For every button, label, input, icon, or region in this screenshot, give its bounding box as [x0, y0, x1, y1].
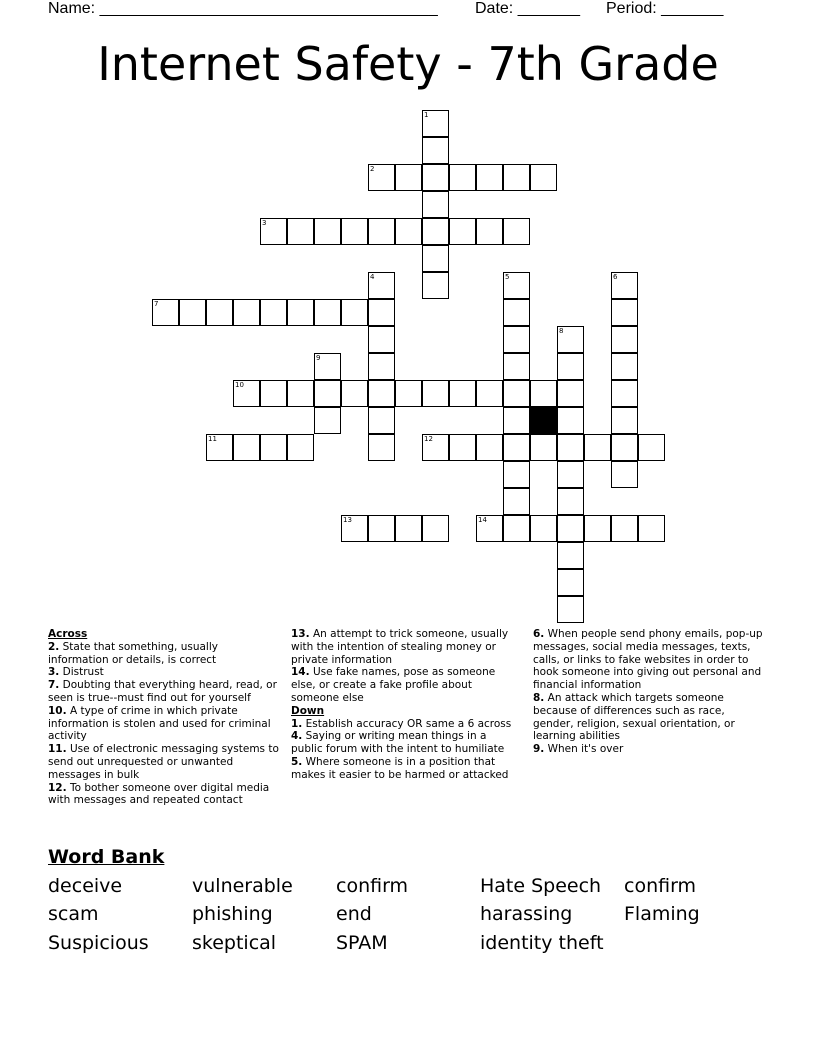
crossword-cell[interactable] [638, 434, 665, 461]
word-bank-item: end [336, 903, 372, 925]
crossword-cell[interactable] [422, 380, 449, 407]
crossword-cell[interactable] [260, 299, 287, 326]
word-bank-item: scam [48, 903, 99, 925]
word-bank-item: vulnerable [192, 875, 293, 897]
crossword-cell[interactable] [368, 218, 395, 245]
word-bank-item: phishing [192, 903, 273, 925]
crossword-cell[interactable] [260, 218, 287, 245]
clue-across-10: 10. A type of crime in which private information is stolen and used for criminal activity [48, 704, 271, 743]
crossword-cell[interactable] [314, 380, 341, 407]
crossword-cell[interactable] [557, 515, 584, 542]
crossword-cell[interactable] [422, 110, 449, 137]
crossword-cell[interactable] [557, 488, 584, 515]
crossword-cell[interactable] [611, 461, 638, 488]
crossword-cell[interactable] [368, 380, 395, 407]
crossword-cell[interactable] [314, 407, 341, 434]
crossword-cell[interactable] [476, 515, 503, 542]
crossword-cell[interactable] [557, 569, 584, 596]
period-field[interactable]: Period: _______ [606, 0, 724, 17]
crossword-cell[interactable] [503, 326, 530, 353]
clue-across-7: 7. Doubting that everything heard, read, or seen is true--must find out for yourself [48, 679, 277, 704]
crossword-cell[interactable] [476, 164, 503, 191]
crossword-cell[interactable] [287, 434, 314, 461]
crossword-cell[interactable] [530, 515, 557, 542]
clue-down-8: 8. An attack which targets someone because of differences such as race, gender, religion, sexual orientation, or learning abilities [533, 691, 735, 743]
crossword-cell[interactable] [503, 488, 530, 515]
word-bank-item: skeptical [192, 932, 277, 954]
clue-number: 1 [424, 111, 429, 119]
word-bank-title: Word Bank [48, 846, 165, 868]
word-bank-item: confirm [336, 875, 409, 897]
crossword-cell[interactable] [449, 434, 476, 461]
crossword-cell[interactable] [368, 326, 395, 353]
down-heading: Down [291, 704, 325, 717]
crossword-cell[interactable] [503, 218, 530, 245]
clue-number: 7 [154, 300, 159, 308]
crossword-cell[interactable] [233, 380, 260, 407]
crossword-cell[interactable] [368, 164, 395, 191]
clue-across-11: 11. Use of electronic messaging systems to send out unrequested or unwanted messages in bulk [48, 743, 279, 781]
word-bank-item: confirm [624, 875, 697, 897]
crossword-cell[interactable] [611, 407, 638, 434]
clue-number: 5 [505, 273, 510, 281]
crossword-cell[interactable] [611, 353, 638, 380]
clues-column-3 [533, 628, 765, 756]
clue-down-1: 1. Establish accuracy OR same a 6 across [291, 717, 512, 730]
crossword-cell[interactable] [395, 380, 422, 407]
black-square [530, 407, 557, 434]
crossword-cell[interactable] [395, 515, 422, 542]
crossword-cell[interactable] [341, 299, 368, 326]
word-bank-item: SPAM [336, 932, 388, 954]
clue-across-3: 3. Distrust [48, 666, 104, 679]
clue-down-6: 6. When people send phony emails, pop-up messages, social media messages, texts, calls, or links to fake websites in order to hook someone into giving out personal and financial information [533, 628, 763, 692]
crossword-cell[interactable] [260, 434, 287, 461]
crossword-cell[interactable] [422, 272, 449, 299]
crossword-cell[interactable] [503, 407, 530, 434]
crossword-cell[interactable] [206, 434, 233, 461]
crossword-cell[interactable] [314, 353, 341, 380]
crossword-cell[interactable] [287, 380, 314, 407]
clue-across-13: 13. An attempt to trick someone, usually with the intention of stealing money or private information [291, 628, 509, 666]
crossword-cell[interactable] [557, 326, 584, 353]
crossword-cell[interactable] [503, 299, 530, 326]
crossword-cell[interactable] [314, 299, 341, 326]
page-title: Internet Safety - 7th Grade [97, 37, 719, 91]
crossword-cell[interactable] [638, 515, 665, 542]
crossword-cell[interactable] [530, 380, 557, 407]
clue-number: 6 [613, 273, 618, 281]
crossword-cell[interactable] [557, 407, 584, 434]
crossword-cell[interactable] [611, 380, 638, 407]
crossword-cell[interactable] [530, 434, 557, 461]
crossword-cell[interactable] [584, 515, 611, 542]
crossword-cell[interactable] [476, 380, 503, 407]
clue-across-2: 2. State that something, usually information or details, is correct [48, 640, 218, 666]
crossword-cell[interactable] [341, 515, 368, 542]
crossword-cell[interactable] [449, 380, 476, 407]
crossword-cell[interactable] [287, 218, 314, 245]
clue-number: 10 [235, 381, 244, 389]
crossword-cell[interactable] [584, 434, 611, 461]
crossword-cell[interactable] [422, 191, 449, 218]
clues-column-2 [291, 628, 519, 782]
crossword-cell[interactable] [233, 434, 260, 461]
clue-across-14: 14. Use fake names, pose as someone else, or create a fake profile about someone else [291, 666, 496, 704]
crossword-cell[interactable] [557, 461, 584, 488]
clue-number: 2 [370, 165, 375, 173]
crossword-cell[interactable] [395, 218, 422, 245]
crossword-cell[interactable] [503, 461, 530, 488]
crossword-cell[interactable] [206, 299, 233, 326]
crossword-cell[interactable] [503, 353, 530, 380]
crossword-cell[interactable] [611, 299, 638, 326]
clue-down-4: 4. Saying or writing mean things in a public forum with the intent to humiliate [291, 730, 505, 756]
crossword-cell[interactable] [611, 272, 638, 299]
crossword-cell[interactable] [422, 137, 449, 164]
clues-column-1 [48, 628, 280, 807]
crossword-cell[interactable] [611, 434, 638, 461]
clue-across-12: 12. To bother someone over digital media with messages and repeated contact [48, 781, 270, 807]
crossword-cell[interactable] [503, 164, 530, 191]
crossword-cell[interactable] [476, 218, 503, 245]
crossword-cell[interactable] [557, 542, 584, 569]
clue-number: 13 [343, 516, 352, 524]
crossword-cell[interactable] [557, 353, 584, 380]
name-field[interactable]: Name: ______________________________________ [48, 0, 438, 17]
crossword-cell[interactable] [260, 380, 287, 407]
date-field[interactable]: Date: _______ [475, 0, 580, 17]
word-bank-item: harassing [480, 903, 573, 925]
word-bank-item: deceive [48, 875, 123, 897]
crossword-cell[interactable] [314, 218, 341, 245]
clue-down-5: 5. Where someone is in a position that makes it easier to be harmed or attacked [291, 755, 509, 781]
crossword-cell[interactable] [368, 515, 395, 542]
word-bank-item: Suspicious [48, 932, 149, 954]
clue-number: 11 [208, 435, 217, 443]
crossword-cell[interactable] [611, 326, 638, 353]
clue-number: 8 [559, 327, 564, 335]
crossword-cell[interactable] [422, 218, 449, 245]
crossword-cell[interactable] [179, 299, 206, 326]
crossword-cell[interactable] [503, 272, 530, 299]
crossword-cell[interactable] [611, 515, 638, 542]
crossword-cell[interactable] [368, 299, 395, 326]
clue-number: 14 [478, 516, 487, 524]
clue-number: 3 [262, 219, 267, 227]
crossword-cell[interactable] [503, 380, 530, 407]
crossword-cell[interactable] [557, 380, 584, 407]
clue-down-9: 9. When it's over [533, 743, 624, 756]
crossword-cell[interactable] [422, 515, 449, 542]
across-heading: Across [48, 628, 88, 640]
crossword-cell[interactable] [341, 380, 368, 407]
crossword-cell[interactable] [557, 596, 584, 623]
clue-number: 4 [370, 273, 375, 281]
crossword-cell[interactable] [152, 299, 179, 326]
clue-number: 12 [424, 435, 433, 443]
crossword-cell[interactable] [368, 353, 395, 380]
crossword-cell[interactable] [503, 434, 530, 461]
crossword-cell[interactable] [287, 299, 314, 326]
crossword-cell[interactable] [530, 164, 557, 191]
crossword-cell[interactable] [422, 434, 449, 461]
crossword-cell[interactable] [476, 434, 503, 461]
crossword-cell[interactable] [422, 245, 449, 272]
word-bank-item: identity theft [480, 932, 604, 954]
crossword-cell[interactable] [557, 434, 584, 461]
crossword-cell[interactable] [368, 407, 395, 434]
word-bank-item: Hate Speech [480, 875, 602, 897]
clue-number: 9 [316, 354, 321, 362]
crossword-cell[interactable] [368, 434, 395, 461]
crossword-cell[interactable] [449, 164, 476, 191]
crossword-cell[interactable] [368, 272, 395, 299]
crossword-cell[interactable] [233, 299, 260, 326]
crossword-cell[interactable] [422, 164, 449, 191]
crossword-cell[interactable] [449, 218, 476, 245]
word-bank-item: Flaming [624, 903, 700, 925]
crossword-cell[interactable] [341, 218, 368, 245]
crossword-cell[interactable] [395, 164, 422, 191]
crossword-cell[interactable] [503, 515, 530, 542]
